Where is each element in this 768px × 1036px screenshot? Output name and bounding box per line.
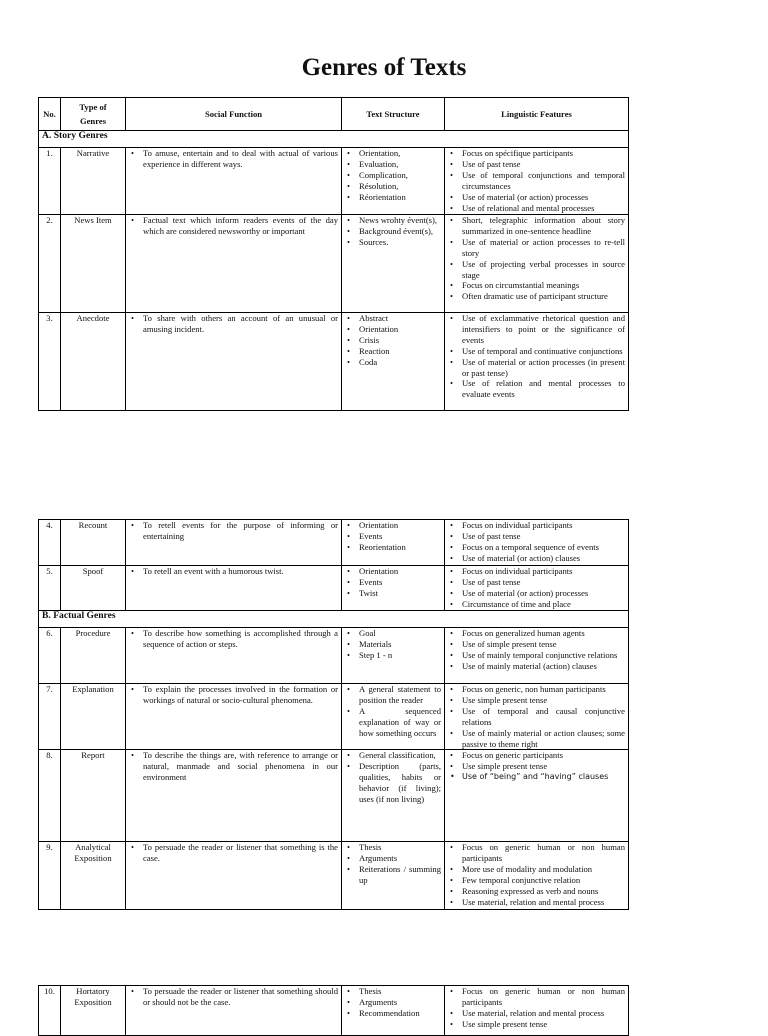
list-item: • Crisis xyxy=(345,335,441,346)
genre-name: Anecdote xyxy=(61,313,126,411)
list-item: • Use of mainly material (action) clauses xyxy=(448,661,625,672)
table-row xyxy=(39,750,629,842)
header-type-line-2: Genres xyxy=(79,116,107,126)
list-item: • Focus on spécifique participants xyxy=(448,148,625,159)
list-item: • Use of temporal and continuative conjunctions xyxy=(448,346,625,357)
list-item: • To explain the processes involved in the formation or workings of natural or socio-cultural phenomena. xyxy=(129,684,338,706)
list-item: • Use of past tense xyxy=(448,159,625,170)
list-item: • Events xyxy=(345,577,441,588)
linguistic-features-cell xyxy=(445,628,629,684)
linguistic-features-cell xyxy=(445,566,629,611)
list-item: • Thesis xyxy=(345,986,441,997)
row-number: 6. xyxy=(39,628,61,684)
linguistic-features-cell xyxy=(445,986,629,1036)
list-item: • To describe how something is accomplished through a sequence of action or steps. xyxy=(129,628,338,650)
list-item: • Reasoning expressed as verb and nouns xyxy=(448,886,625,897)
list-item: • Focus on circumstantial meanings xyxy=(448,280,625,291)
genre-name xyxy=(61,986,126,1036)
section-row-factual-genres xyxy=(39,611,629,628)
list-item: • Evaluation, xyxy=(345,159,441,170)
social-function-cell xyxy=(126,520,342,566)
social-function-cell xyxy=(126,148,342,215)
table-row xyxy=(39,842,629,910)
row-number: 1. xyxy=(39,148,61,215)
list-item: • Orientation xyxy=(345,566,441,577)
list-item: • Reaction xyxy=(345,346,441,357)
genre-name: Procedure xyxy=(61,628,126,684)
text-structure-cell xyxy=(342,520,445,566)
list-item: • To share with others an account of an unusual or amusing incident. xyxy=(129,313,338,335)
table-row xyxy=(39,986,629,1036)
genre-name: News Item xyxy=(61,215,126,313)
row-number: 8. xyxy=(39,750,61,842)
list-item: • Thesis xyxy=(345,842,441,853)
genre-name-line-1: Hortatory xyxy=(76,986,110,996)
list-item: • Events xyxy=(345,531,441,542)
linguistic-features-cell xyxy=(445,750,629,842)
social-function-cell xyxy=(126,566,342,611)
list-item: • A general statement to position the reader xyxy=(345,684,441,706)
list-item: • To describe the things are, with reference to arrange or natural, manmade and social phenomena in our environment xyxy=(129,750,338,783)
text-structure-cell xyxy=(342,986,445,1036)
list-item: • Use of past tense xyxy=(448,531,625,542)
genre-name-line-2: Exposition xyxy=(74,853,112,864)
text-structure-cell xyxy=(342,313,445,411)
list-item: • To amuse, entertain and to deal with actual of various experience in different ways. xyxy=(129,148,338,170)
header-no: No. xyxy=(39,98,61,131)
list-item: • To persuade the reader or listener that something should or should not be the case. xyxy=(129,986,338,1008)
list-item: • More use of modality and modulation xyxy=(448,864,625,875)
text-structure-cell xyxy=(342,750,445,842)
list-item: • To persuade the reader or listener that something is the case. xyxy=(129,842,338,864)
list-item: • Circumstance of time and place xyxy=(448,599,625,610)
table-row xyxy=(39,520,629,566)
genre-name-line-2: Exposition xyxy=(74,996,112,1007)
list-item: • Reiterations / summing up xyxy=(345,864,441,886)
list-item: • Use of “being” and “having” clauses xyxy=(448,772,625,783)
table-row xyxy=(39,566,629,611)
section-row-story-genres xyxy=(39,131,629,148)
header-linguistic-features: Linguistic Features xyxy=(445,98,629,131)
list-item: • Use simple present tense xyxy=(448,695,625,706)
text-structure-cell xyxy=(342,842,445,910)
list-item: • Use of material or action processes (in present or past tense) xyxy=(448,357,625,379)
genre-name: Narrative xyxy=(61,148,126,215)
social-function-cell xyxy=(126,750,342,842)
social-function-cell xyxy=(126,313,342,411)
page-title: Genres of Texts xyxy=(301,54,467,81)
list-item: • Use of simple present tense xyxy=(448,639,625,650)
list-item: • Factual text which inform readers events of the day which are considered newsworthy or important xyxy=(129,215,338,237)
genres-table-part-2 xyxy=(38,519,629,910)
list-item: • Réorientation xyxy=(345,192,441,203)
list-item: • Arguments xyxy=(345,853,441,864)
table-row xyxy=(39,313,629,411)
social-function-cell xyxy=(126,842,342,910)
text-structure-cell xyxy=(342,215,445,313)
linguistic-features-cell xyxy=(445,313,629,411)
table-row xyxy=(39,215,629,313)
row-number: 3. xyxy=(39,313,61,411)
social-function-cell xyxy=(126,684,342,750)
genres-table-part-1 xyxy=(38,97,629,411)
list-item: • Goal xyxy=(345,628,441,639)
list-item: • Twist xyxy=(345,588,441,599)
list-item: • Coda xyxy=(345,357,441,368)
list-item: • Focus on generic participants xyxy=(448,750,625,761)
genre-name: Recount xyxy=(61,520,126,566)
table-row xyxy=(39,148,629,215)
row-number: 9. xyxy=(39,842,61,910)
list-item: • Recommendation xyxy=(345,1008,441,1019)
list-item: • Résolution, xyxy=(345,181,441,192)
list-item: • Use of relation and mental processes to evaluate events xyxy=(448,378,625,400)
list-item: • Focus on individual participants xyxy=(448,520,625,531)
list-item: • Sources. xyxy=(345,237,441,248)
section-heading: B. Factual Genres xyxy=(39,611,629,628)
list-item: • Orientation xyxy=(345,324,441,335)
linguistic-features-cell xyxy=(445,215,629,313)
row-number: 5. xyxy=(39,566,61,611)
text-structure-cell xyxy=(342,148,445,215)
list-item: • Orientation xyxy=(345,520,441,531)
list-item: • Focus on generic human or non human participants xyxy=(448,986,625,1008)
list-item: • Use of projecting verbal processes in source stage xyxy=(448,259,625,281)
list-item: • Use of material (or action) clauses xyxy=(448,553,625,564)
list-item: • Focus on generic human or non human participants xyxy=(448,842,625,864)
list-item: • To retell events for the purpose of informing or entertaining xyxy=(129,520,338,542)
social-function-cell xyxy=(126,986,342,1036)
social-function-cell xyxy=(126,628,342,684)
list-item: • Use of temporal conjunctions and temporal circumstances xyxy=(448,170,625,192)
list-item: • News wrohty évent(s), xyxy=(345,215,441,226)
list-item: • Use of material (or action) processes xyxy=(448,192,625,203)
row-number: 10. xyxy=(39,986,61,1036)
linguistic-features-cell xyxy=(445,684,629,750)
list-item: • Use simple present tense xyxy=(448,761,625,772)
list-item: • Use of temporal and causal conjunctive relations xyxy=(448,706,625,728)
table-row xyxy=(39,684,629,750)
list-item: • Few temporal conjunctive relation xyxy=(448,875,625,886)
list-item: • Use of mainly temporal conjunctive relations xyxy=(448,650,625,661)
text-structure-cell xyxy=(342,566,445,611)
list-item: • Arguments xyxy=(345,997,441,1008)
row-number: 2. xyxy=(39,215,61,313)
list-item: • Use of relational and mental processes xyxy=(448,203,625,214)
list-item: • Orientation, xyxy=(345,148,441,159)
list-item: • Use of past tense xyxy=(448,577,625,588)
genre-name: Report xyxy=(61,750,126,842)
linguistic-features-cell xyxy=(445,148,629,215)
genre-name-line-1: Analytical xyxy=(75,842,111,853)
section-heading: A. Story Genres xyxy=(39,131,629,148)
list-item: • Abstract xyxy=(345,313,441,324)
genres-table-part-3 xyxy=(38,985,629,1036)
list-item: • Use simple present tense xyxy=(448,1019,625,1030)
text-structure-cell xyxy=(342,628,445,684)
list-item: • Use of mainly material or action clauses; some passive to theme right xyxy=(448,728,625,750)
list-item: • Focus on generic, non human participants xyxy=(448,684,625,695)
list-item: • Focus on generalized human agents xyxy=(448,628,625,639)
genre-name xyxy=(61,842,126,910)
genre-name: Explanation xyxy=(61,684,126,750)
list-item: • Complication, xyxy=(345,170,441,181)
list-item: • Use of material or action processes to re-tell story xyxy=(448,237,625,259)
linguistic-features-cell xyxy=(445,520,629,566)
header-type xyxy=(61,98,126,131)
list-item: • Description (parts, qualities, habits or behavior (if living); uses (if non living) xyxy=(345,761,441,805)
list-item: • To retell an event with a humorous twist. xyxy=(129,566,338,577)
list-item: • A sequenced explanation of way or how something occurs xyxy=(345,706,441,739)
list-item: • Reorientation xyxy=(345,542,441,553)
header-row xyxy=(39,98,629,131)
list-item: • Use material, relation and mental process xyxy=(448,897,625,908)
list-item: • Use material, relation and mental process xyxy=(448,1008,625,1019)
list-item: • Step 1 - n xyxy=(345,650,441,661)
list-item: • Focus on individual participants xyxy=(448,566,625,577)
list-item: • Background évent(s), xyxy=(345,226,441,237)
social-function-cell xyxy=(126,215,342,313)
header-text-structure: Text Structure xyxy=(342,98,445,131)
list-item: • Focus on a temporal sequence of events xyxy=(448,542,625,553)
list-item: • General classification, xyxy=(345,750,441,761)
row-number: 4. xyxy=(39,520,61,566)
header-type-line-1: Type of xyxy=(79,102,107,112)
header-social-function: Social Function xyxy=(126,98,342,131)
list-item: • Use of exclammative rhetorical question and intensifiers to point or the significance of events xyxy=(448,313,625,346)
list-item: • Use of material (or action) processes xyxy=(448,588,625,599)
text-structure-cell xyxy=(342,684,445,750)
table-row xyxy=(39,628,629,684)
row-number: 7. xyxy=(39,684,61,750)
list-item: • Short, telegraphic information about story summarized in one-sentence headline xyxy=(448,215,625,237)
list-item: • Often dramatic use of participant structure xyxy=(448,291,625,302)
linguistic-features-cell xyxy=(445,842,629,910)
list-item: • Materials xyxy=(345,639,441,650)
genre-name: Spoof xyxy=(61,566,126,611)
